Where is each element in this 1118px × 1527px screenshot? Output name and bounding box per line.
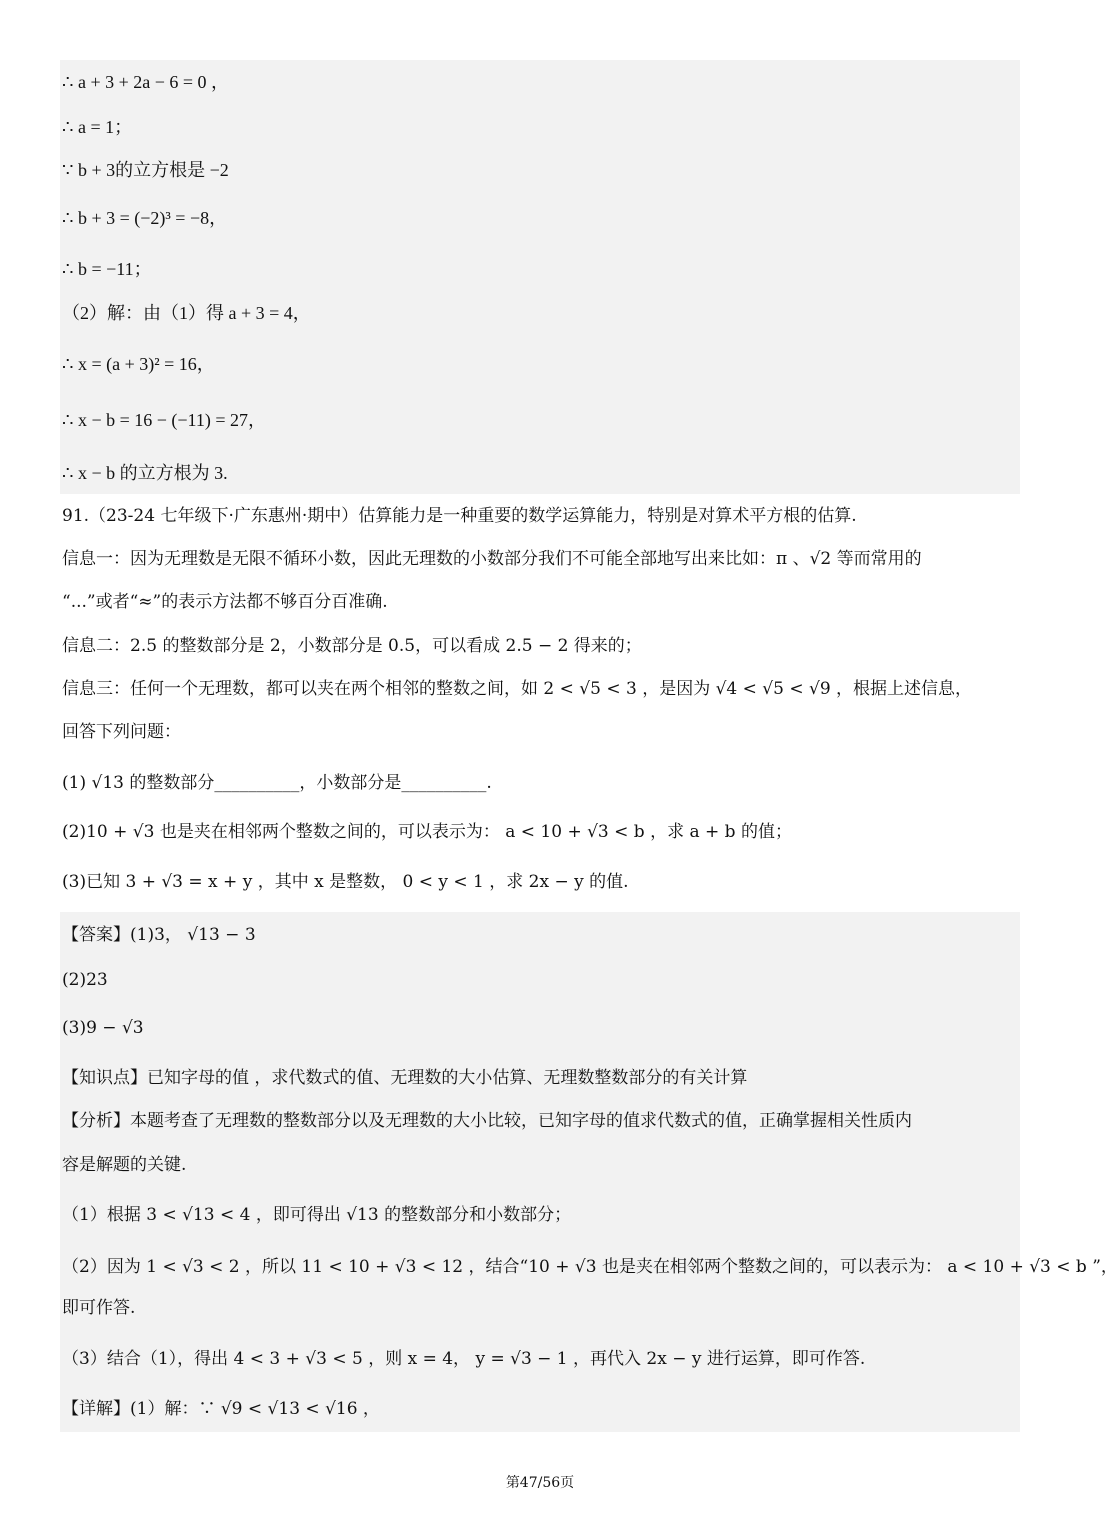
answer-line: (2)23: [62, 970, 108, 990]
sub-question-1: (1) √13 的整数部分__________，小数部分是__________.: [62, 773, 492, 793]
detail-line: 【详解】(1）解：∵ √9 < √13 < √16 ，: [62, 1399, 380, 1419]
analysis-step-2: 即可作答.: [62, 1298, 136, 1318]
info-one-line: 信息一：因为无理数是无限不循环小数，因此无理数的小数部分我们不可能全部地写出来比如：π 、√2 等而常用的: [62, 549, 922, 569]
analysis-step-1: （1）根据 3 < √13 < 4 ，即可得出 √13 的整数部分和小数部分；: [62, 1205, 572, 1225]
solution-line: ∴ x − b = 16 − (−11) = 27，: [62, 410, 267, 430]
solution-line: ∴ x = (a + 3)² = 16，: [62, 354, 215, 374]
solution-line: （2）解：由（1）得 a + 3 = 4，: [62, 303, 311, 323]
solution-line: ∴ b = −11；: [62, 259, 152, 279]
sub-question-2: (2)10 + √3 也是夹在相邻两个整数之间的，可以表示为： a < 10 + √3 < b ，求 a + b 的值；: [62, 822, 792, 842]
page-number: 第47/56页: [505, 1475, 575, 1491]
analysis-step-3: （3）结合（1），得出 4 < 3 + √3 < 5 ，则 x = 4， y = √3 − 1 ，再代入 2x − y 进行运算，即可作答.: [62, 1349, 866, 1369]
answer-line: 【答案】(1)3， √13 − 3: [62, 925, 256, 945]
question-stem: 91.（23-24 七年级下·广东惠州·期中）估算能力是一种重要的数学运算能力，特别是对算术平方根的估算.: [62, 506, 857, 526]
sub-question-3: (3)已知 3 + √3 = x + y ，其中 x 是整数， 0 < y < 1 ，求 2x − y 的值.: [62, 872, 629, 892]
solution-line: ∴ a = 1；: [62, 117, 133, 137]
knowledge-point: 【知识点】已知字母的值 ，求代数式的值、无理数的大小估算、无理数整数部分的有关计算: [62, 1068, 748, 1088]
info-two-line: 信息二：2.5 的整数部分是 2，小数部分是 0.5，可以看成 2.5 − 2 得来的；: [62, 636, 642, 656]
answer-line: (3)9 − √3: [62, 1018, 144, 1038]
analysis-step-2: （2）因为 1 < √3 < 2 ，所以 11 < 10 + √3 < 12 ，结合“10 + √3 也是夹在相邻两个整数之间的，可以表示为： a < 10 + √3 < b ”，: [62, 1257, 1118, 1277]
analysis-line: 容是解题的关键.: [62, 1155, 187, 1175]
info-three-line: 信息三：任何一个无理数，都可以夹在两个相邻的整数之间，如 2 < √5 < 3 ，是因为 √4 < √5 < √9 ，根据上述信息，: [62, 679, 973, 699]
solution-line: ∵ b + 3的立方根是 −2: [62, 160, 229, 180]
info-one-line: “...”或者“≈”的表示方法都不够百分百准确.: [62, 592, 388, 612]
info-three-line: 回答下列问题：: [62, 722, 181, 742]
solution-line: ∴ x − b 的立方根为 3.: [62, 463, 228, 483]
analysis-line: 【分析】本题考查了无理数的整数部分以及无理数的大小比较，已知字母的值求代数式的值，正确掌握相关性质内: [62, 1111, 912, 1131]
solution-line: ∴ a + 3 + 2a − 6 = 0 ，: [62, 72, 230, 92]
solution-line: ∴ b + 3 = (−2)³ = −8，: [62, 208, 228, 228]
